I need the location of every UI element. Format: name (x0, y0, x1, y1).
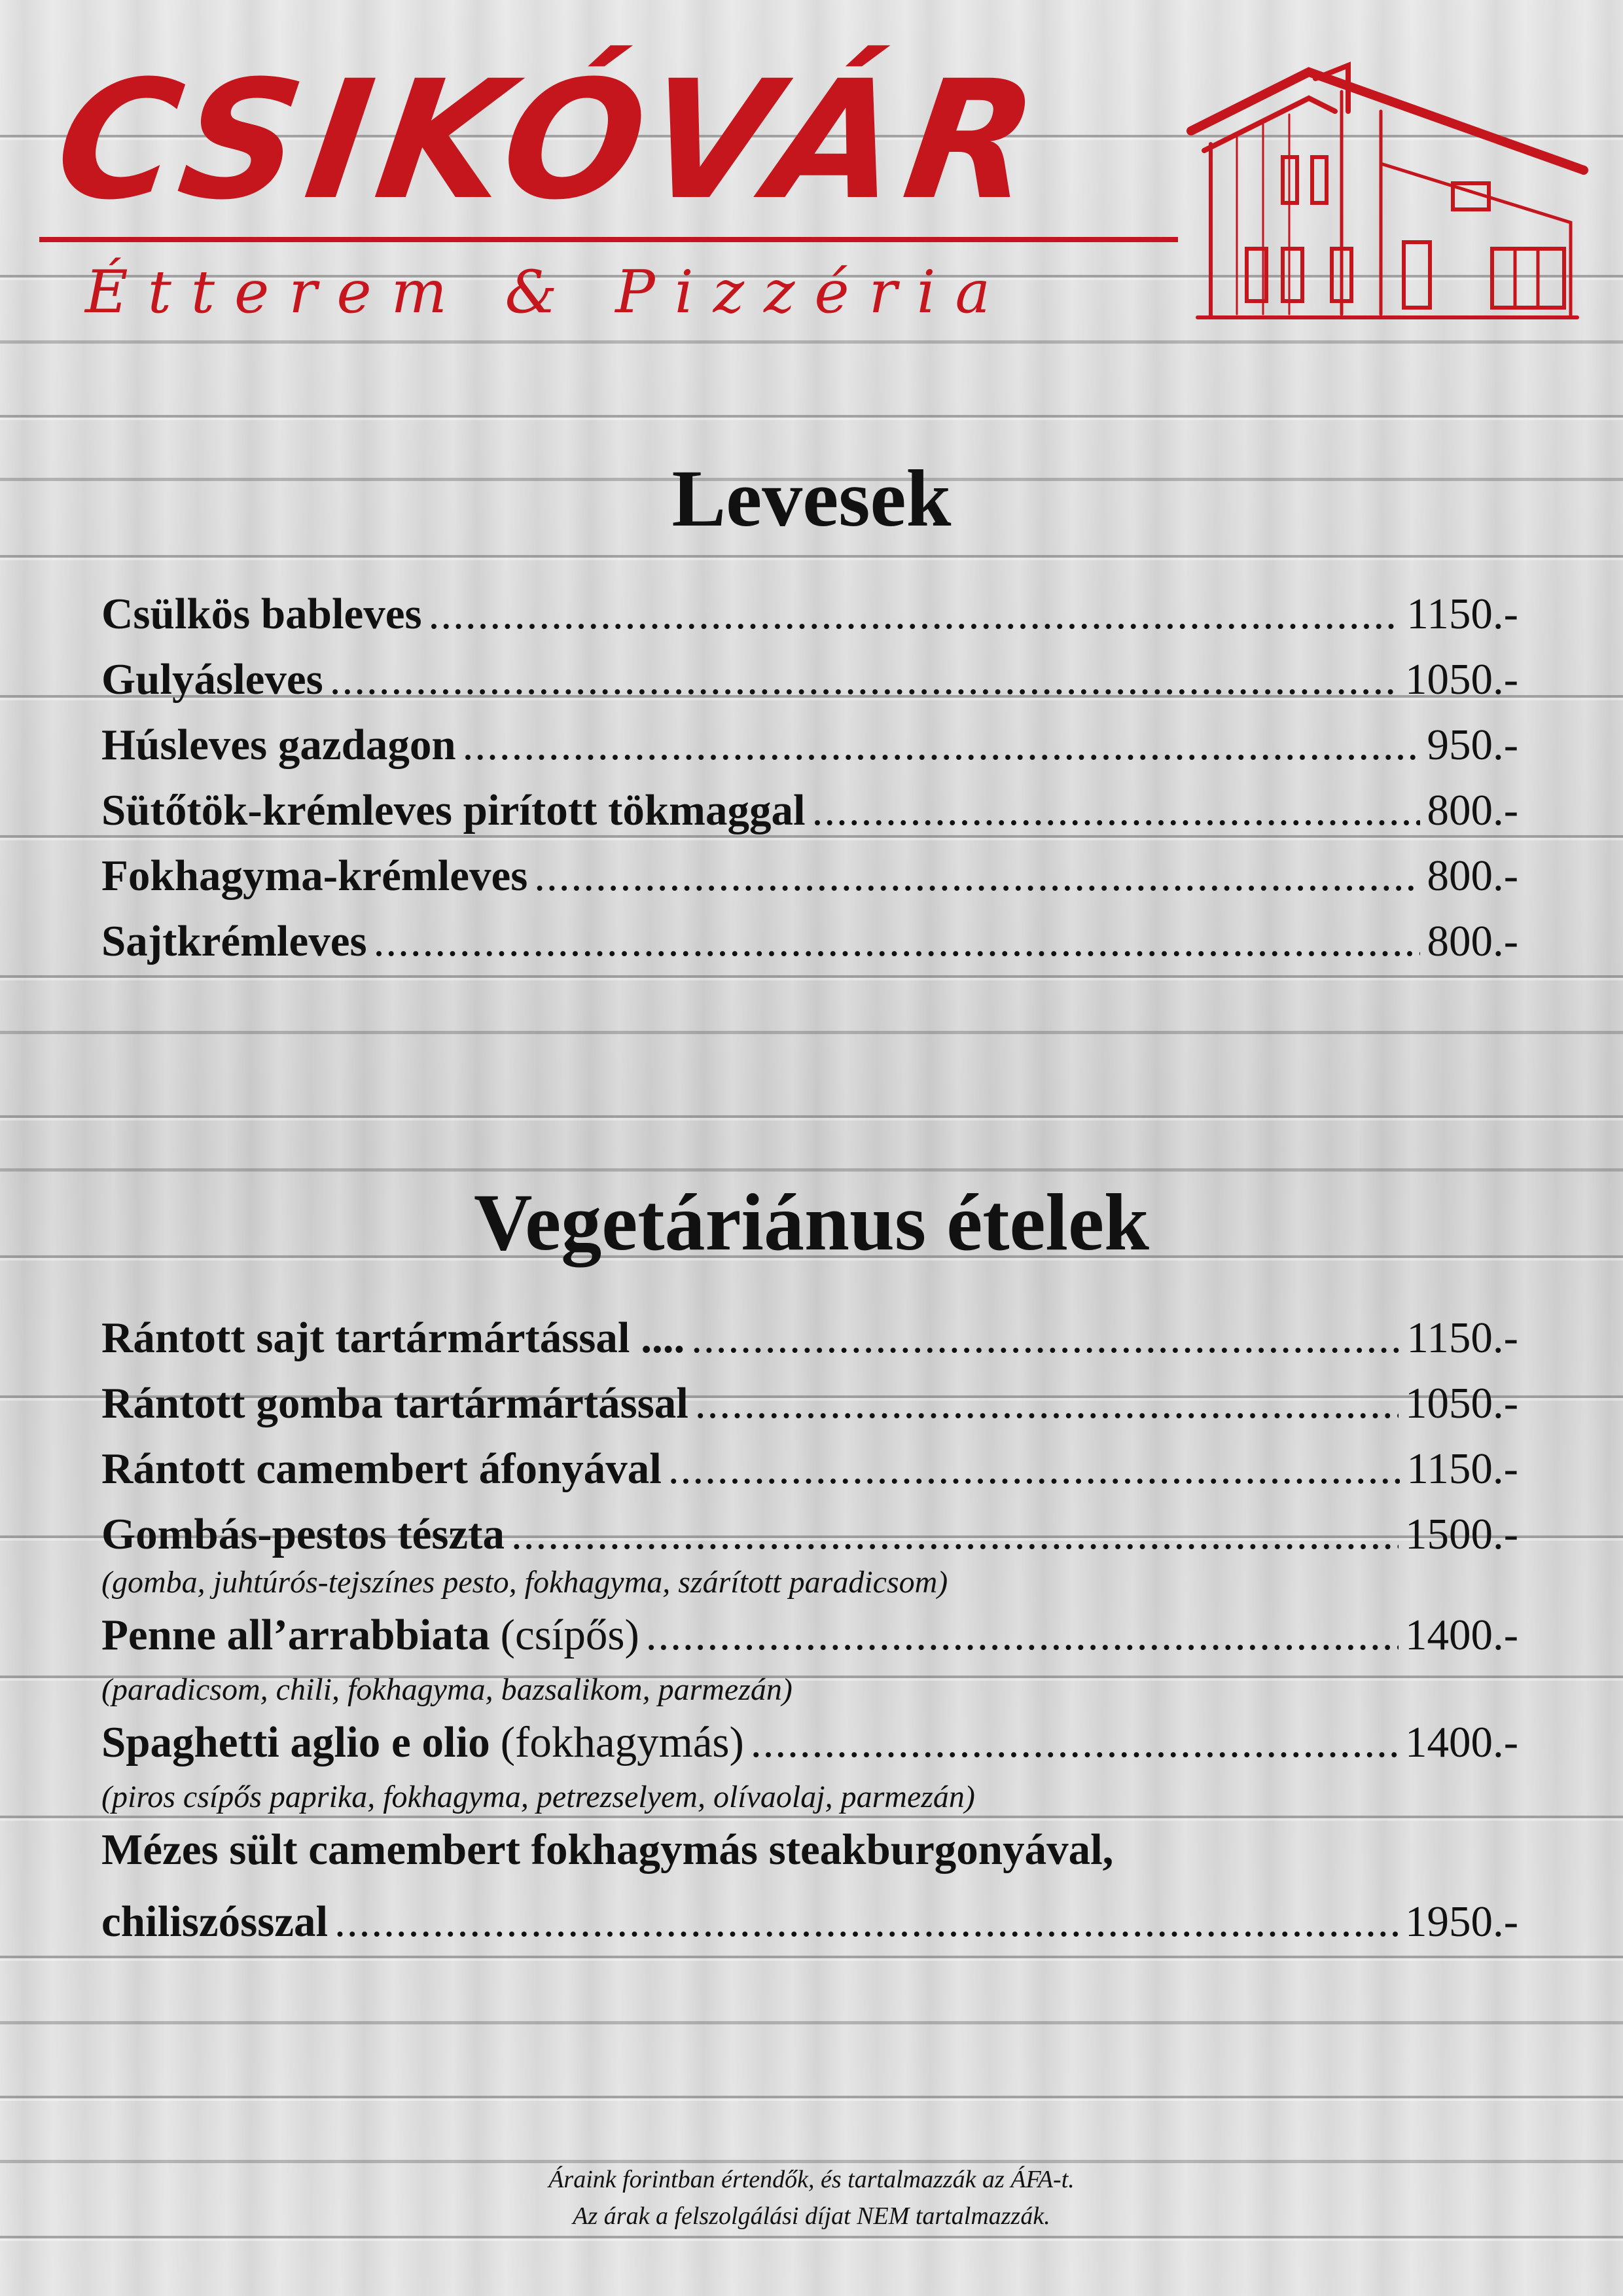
item-price: 1050.- (1404, 1379, 1518, 1427)
item-price: 1050.- (1404, 655, 1518, 704)
leader-dots (463, 720, 1421, 770)
leader-dots (691, 1313, 1400, 1363)
item-name-line1: Mézes sült camembert fokhagymás steakburgonyával, (101, 1825, 1114, 1874)
item-description: (piros csípős paprika, fokhagyma, petrezselyem, olívaolaj, parmezán) (101, 1780, 975, 1814)
item-name: Húsleves gazdagon (101, 721, 456, 769)
menu-item (101, 1444, 1518, 1509)
item-name: chiliszósszal (101, 1897, 329, 1946)
item-name: Gombás-pestos tészta (101, 1510, 505, 1558)
item-price: 1150.- (1406, 1444, 1518, 1493)
menu-item (101, 916, 1518, 982)
item-name: Fokhagyma-krémleves (101, 852, 528, 900)
menu-item (101, 1897, 1518, 1962)
leader-dots (429, 589, 1400, 639)
item-name: Rántott gomba tartármártással (101, 1379, 688, 1427)
plank-seam (0, 1168, 1623, 1172)
item-name: Gulyásleves (101, 655, 323, 704)
leader-dots (511, 1509, 1399, 1560)
leader-dots (751, 1717, 1399, 1768)
section-title-levesek: Levesek (671, 454, 952, 543)
item-name: Sütőtök-krémleves pirított tökmaggal (101, 786, 806, 834)
menu-item (101, 720, 1518, 785)
item-name: Penne all’arrabbiata (101, 1611, 490, 1659)
vegetarian-list (101, 1313, 1518, 1962)
leader-dots (534, 851, 1420, 901)
plank-seam (0, 1031, 1623, 1034)
item-price: 800.- (1427, 786, 1518, 834)
leader-dots (695, 1378, 1399, 1429)
item-name: Sajtkrémleves (101, 917, 367, 965)
price-footnote (0, 2161, 1623, 2234)
leader-dots (334, 1897, 1399, 1947)
leader-dots (668, 1444, 1400, 1494)
item-price: 1400.- (1404, 1718, 1518, 1767)
leader-dots (330, 655, 1399, 705)
house-icon (1185, 52, 1590, 334)
item-price: 950.- (1427, 721, 1518, 769)
item-description: (gomba, juhtúrós-tejszínes pesto, fokhagyma, szárított paradicsom) (101, 1565, 948, 1600)
leader-dots (646, 1610, 1399, 1660)
section-title-vegetarianus: Vegetáriánus ételek (473, 1177, 1150, 1267)
menu-item (101, 851, 1518, 916)
logo-title: CSIKÓVÁR (45, 45, 1057, 236)
footnote-line-1: Áraink forintban értendők, és tartalmazzák az ÁFA-t. (548, 2166, 1075, 2193)
logo-underline (39, 237, 1178, 242)
item-note: (csípős) (500, 1611, 639, 1659)
menu-item (101, 1313, 1518, 1378)
footnote-line-2: Az árak a felszolgálási díjat NEM tartalmazzák. (573, 2202, 1050, 2230)
leader-dots (374, 916, 1421, 967)
item-name: Csülkös bableves (101, 590, 422, 638)
soups-list (101, 589, 1518, 982)
item-name: Rántott camembert áfonyával (101, 1444, 662, 1493)
item-price: 800.- (1427, 852, 1518, 900)
item-price: 1150.- (1406, 1314, 1518, 1362)
logo-subtitle: Étterem & Pizzéria (85, 258, 1010, 327)
item-name: Spaghetti aglio e olio (101, 1718, 490, 1767)
plank-seam (0, 2021, 1623, 2024)
menu-item (101, 655, 1518, 720)
item-name: Rántott sajt tartármártással .... (101, 1314, 685, 1362)
item-price: 1150.- (1406, 590, 1518, 638)
item-price: 1950.- (1404, 1897, 1518, 1946)
leader-dots (812, 785, 1421, 836)
item-price: 1400.- (1404, 1611, 1518, 1659)
menu-item (101, 785, 1518, 851)
item-price: 1500.- (1404, 1510, 1518, 1558)
item-price: 800.- (1427, 917, 1518, 965)
item-note: (fokhagymás) (500, 1718, 744, 1767)
plank-seam (0, 340, 1623, 344)
menu-item (101, 589, 1518, 655)
menu-item (101, 1378, 1518, 1444)
item-description: (paradicsom, chili, fokhagyma, bazsalikom, parmezán) (101, 1672, 793, 1707)
